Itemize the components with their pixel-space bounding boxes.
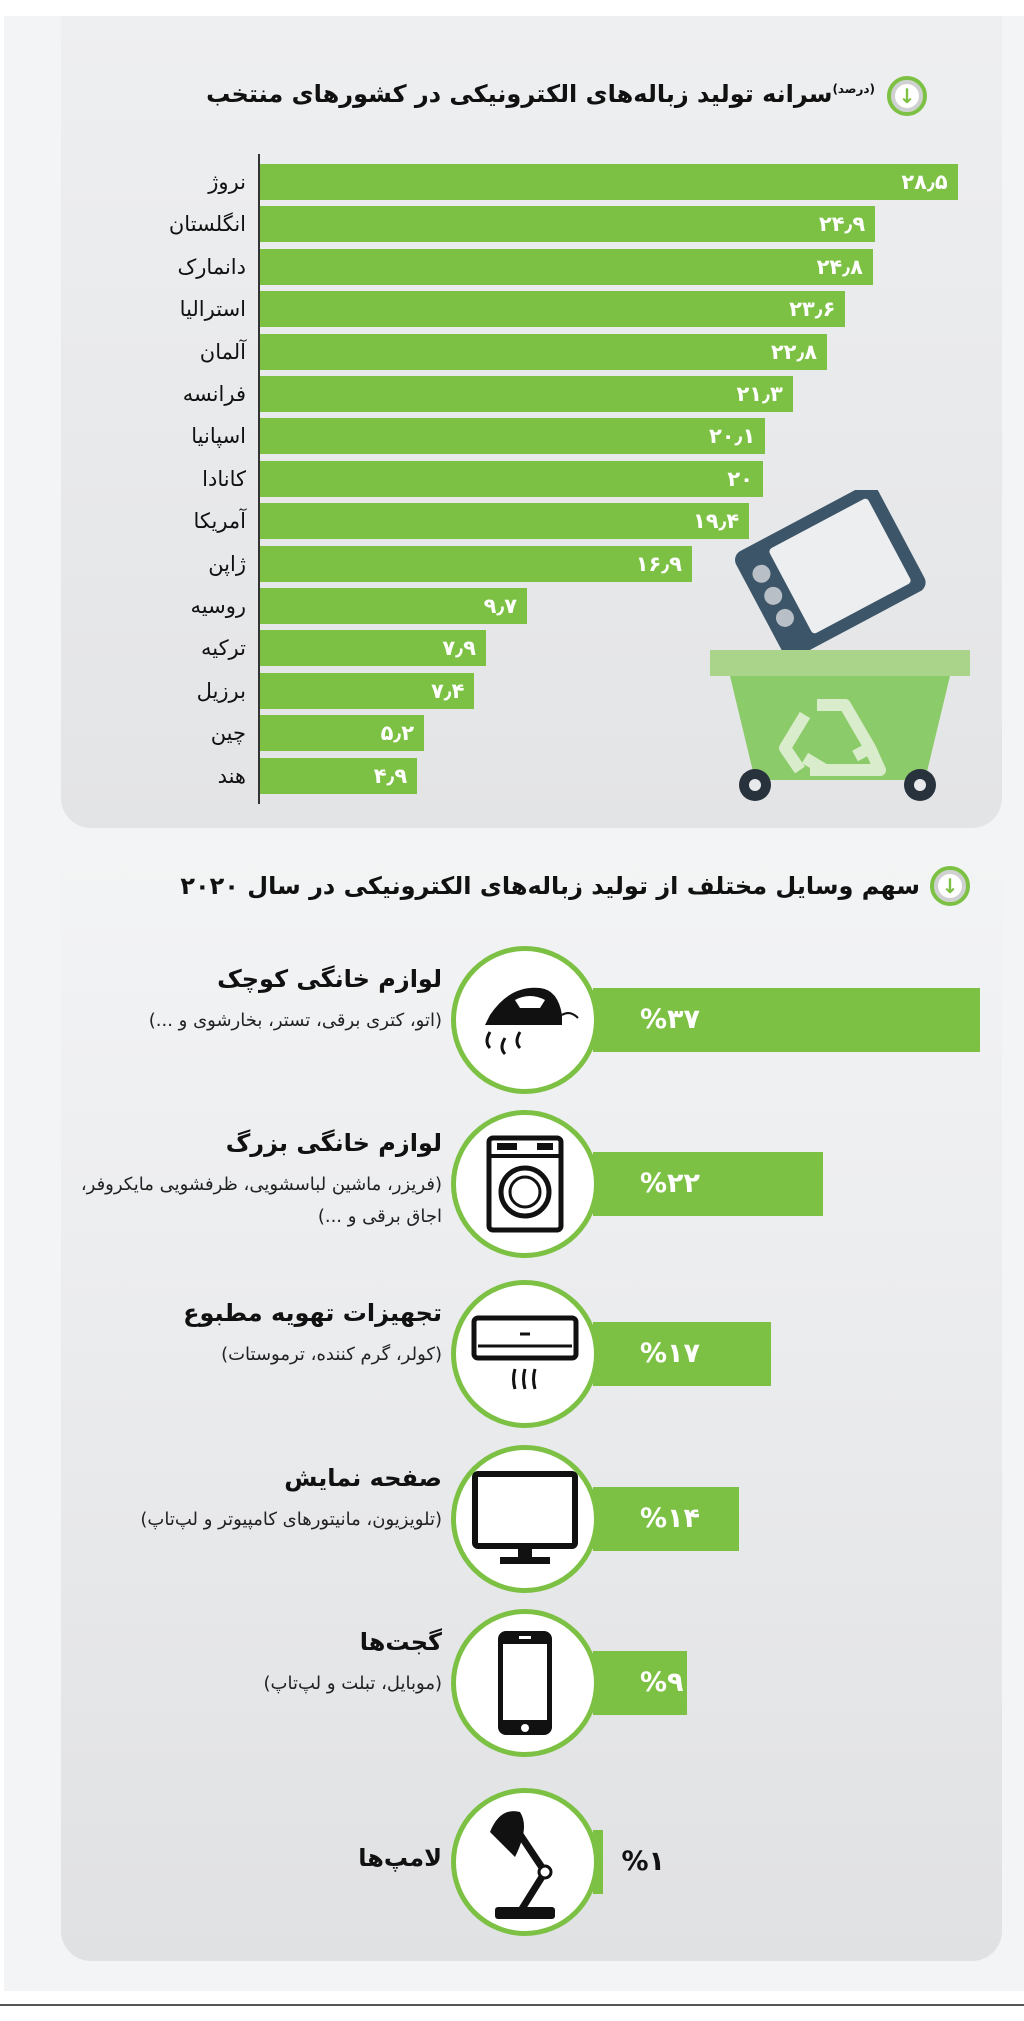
arrow-down-icon: ↓: [930, 866, 970, 906]
category-label: چین: [210, 721, 246, 746]
section2-title: سهم وسایل مختلف از تولید زباله‌های الکترونیکی در سال ۲۰۲۰: [180, 872, 920, 900]
chart-row: [0, 206, 1000, 242]
category-label: برزیل: [196, 678, 246, 703]
share-value: %۱۷: [640, 1338, 701, 1369]
category-label: ژاپن: [208, 551, 246, 576]
category-title: لامپ‌ها: [358, 1844, 442, 1872]
desk-lamp-icon: [451, 1788, 599, 1936]
value-label: ۲۴٫۹: [818, 212, 866, 237]
category-text: [62, 965, 442, 1037]
bar: [260, 291, 845, 327]
value-label: ۲۸٫۵: [901, 170, 948, 194]
category-label: روسیه: [190, 594, 246, 618]
category-title: گجت‌ها: [359, 1628, 442, 1656]
bar: [260, 630, 486, 666]
share-value: %۲۲: [640, 1168, 701, 1199]
value-label: ۹٫۷: [483, 594, 518, 618]
share-value: %۳۷: [640, 1004, 701, 1035]
category-examples: (کولر، گرم کننده، ترموستات): [221, 1344, 442, 1365]
share-value: %۱: [621, 1846, 665, 1877]
bar: [260, 758, 417, 794]
category-examples: (فریزر، ماشین لباسشویی، ظرفشویی مایکروفر، اجاق برقی و ...): [80, 1174, 442, 1227]
chart-row: [0, 418, 1000, 454]
share-value: %۱۴: [640, 1503, 701, 1534]
monitor-icon: [451, 1445, 599, 1593]
value-label: ۲۳٫۶: [789, 297, 836, 322]
category-label: کانادا: [202, 466, 246, 491]
category-title: لوازم خانگی بزرگ: [225, 1129, 442, 1157]
value-label: ۲۱٫۳: [736, 382, 783, 406]
footer-divider: [0, 2004, 1024, 2006]
category-label: آمریکا: [193, 509, 246, 534]
smartphone-icon: [451, 1609, 599, 1757]
bar: [260, 673, 474, 709]
chart-row: [0, 291, 1000, 327]
category-text: [62, 1628, 442, 1700]
category-label: هند: [217, 763, 246, 788]
bar: [260, 461, 763, 497]
bar: [260, 206, 875, 242]
chart-row: [0, 334, 1000, 370]
category-label: نروژ: [208, 170, 246, 194]
category-title: لوازم خانگی کوچک: [217, 965, 442, 993]
recycle-bin-icon: [705, 490, 975, 810]
bar: [260, 164, 958, 200]
category-examples: (اتو، کتری برقی، تستر، بخارشوی و ...): [148, 1010, 442, 1031]
value-label: ۱۹٫۴: [692, 509, 740, 534]
category-text: [62, 1129, 442, 1233]
bar: [260, 376, 793, 412]
value-label: ۷٫۹: [442, 636, 476, 661]
value-label: ۴٫۹: [373, 763, 408, 788]
iron-icon: [451, 946, 599, 1094]
share-value: %۹: [640, 1667, 684, 1698]
category-text: [62, 1844, 442, 1884]
category-label: دانمارک: [177, 254, 246, 279]
value-label: ۲۰: [727, 466, 753, 491]
category-title: تجهیزات تهویه مطبوع: [183, 1299, 442, 1327]
bar: [260, 715, 424, 751]
chart-row: [0, 376, 1000, 412]
bar: [260, 334, 827, 370]
bar: [260, 546, 692, 582]
chart-row: [0, 249, 1000, 285]
category-label: ترکیه: [200, 636, 246, 661]
share-bar: [593, 1152, 823, 1216]
category-title: صفحه نمایش: [284, 1464, 442, 1492]
value-label: ۲۲٫۸: [770, 339, 818, 364]
value-label: ۲۴٫۸: [816, 254, 863, 279]
arrow-down-icon: ↓: [887, 76, 927, 116]
value-label: ۵٫۲: [380, 721, 415, 746]
chart-title-text: سرانه تولید زباله‌های الکترونیکی در کشورهای منتخب: [206, 80, 833, 108]
bar: [260, 249, 873, 285]
chart-title: [120, 80, 875, 108]
category-text: [62, 1299, 442, 1371]
category-label: استرالیا: [179, 297, 246, 322]
chart-row: [0, 164, 1000, 200]
air-conditioner-icon: [451, 1280, 599, 1428]
category-label: انگلستان: [168, 212, 246, 237]
value-label: ۷٫۴: [430, 678, 465, 703]
bar: [260, 503, 749, 539]
value-label: ۲۰٫۱: [708, 424, 756, 449]
washing-machine-icon: [451, 1110, 599, 1258]
unit-note: (درصد): [832, 82, 875, 96]
category-text: [62, 1464, 442, 1536]
bar: [260, 588, 527, 624]
value-label: ۱۶٫۹: [635, 551, 682, 576]
category-label: اسپانیا: [191, 424, 246, 449]
category-label: آلمان: [199, 339, 246, 364]
category-label: فرانسه: [182, 382, 246, 406]
bar: [260, 418, 765, 454]
category-examples: (موبایل، تبلت و لپ‌تاپ): [263, 1673, 442, 1694]
category-examples: (تلویزیون، مانیتورهای کامپیوتر و لپ‌تاپ): [140, 1509, 442, 1530]
